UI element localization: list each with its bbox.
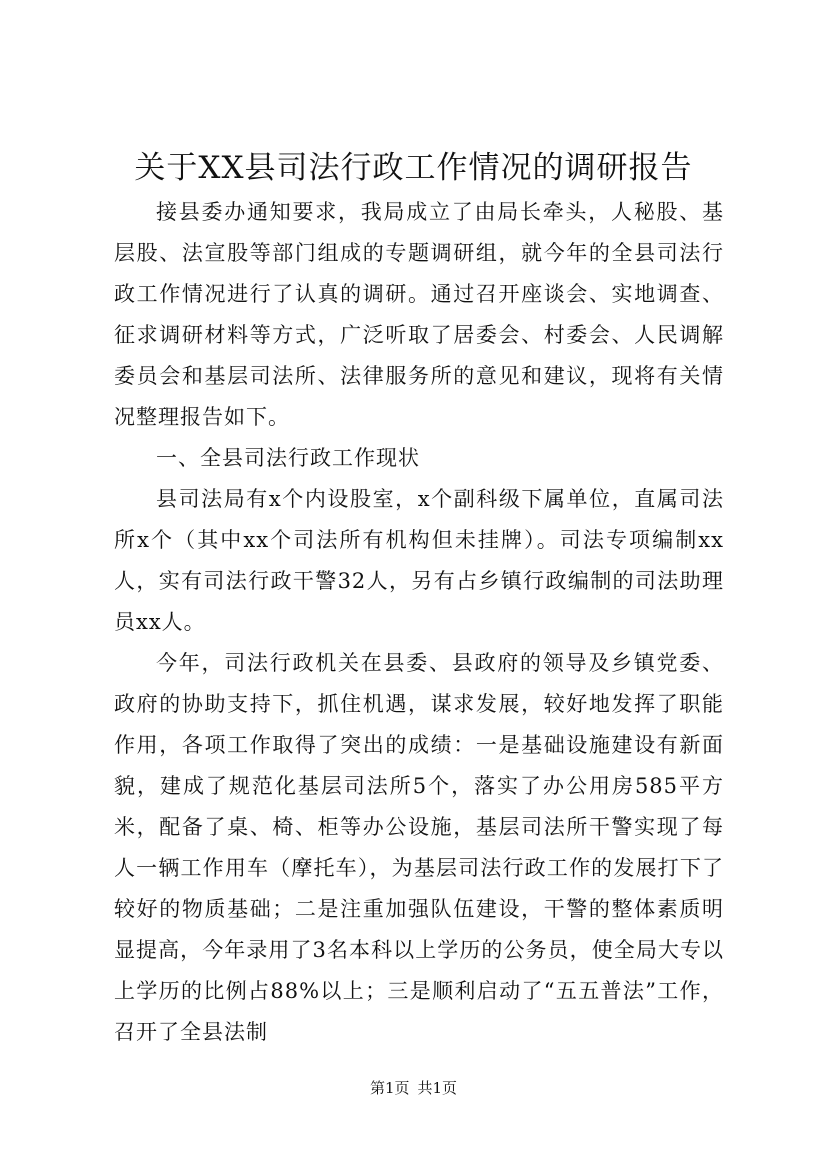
page-number: 第1页 bbox=[369, 1079, 410, 1097]
page-footer bbox=[0, 1078, 827, 1098]
paragraph-achievements: 今年，司法行政机关在县委、县政府的领导及乡镇党委、政府的协助支持下，抓住机遇，谋求发展，较好地发挥了职能作用，各项工作取得了突出的成绩：一是基础设施建设有新面貌，建成了规范化基层司法所5个，落实了办公用房585平方米，配备了桌、椅、柜等办公设施，基层司法所干警实现了每人一辆工作用车（摩托车），为基层司法行政工作的发展打下了较好的物质基础；二是注重加强队伍建设，干警的整体素质明显提高，今年录用了3名本科以上学历的公务员，使全局大专以上学历的比例占88%以上；三是顺利启动了“五五普法”工作，召开了全县法制 bbox=[114, 651, 724, 1044]
document-body bbox=[114, 192, 724, 1053]
paragraph-staffing: 县司法局有x个内设股室，x个副科级下属单位，直属司法所x个（其中xx个司法所有机构但未挂牌）。司法专项编制xx人，实有司法行政干警32人，另有占乡镇行政编制的司法助理员xx人。 bbox=[114, 487, 724, 634]
section-heading: 一、全县司法行政工作现状 bbox=[156, 446, 420, 470]
document-title: 关于XX县司法行政工作情况的调研报告 bbox=[134, 150, 693, 186]
paragraph-intro: 接县委办通知要求，我局成立了由局长牵头，人秘股、基层股、法宣股等部门组成的专题调研组，就今年的全县司法行政工作情况进行了认真的调研。通过召开座谈会、实地调查、征求调研材料等方式，广泛听取了居委会、村委会、人民调解委员会和基层司法所、法律服务所的意见和建议，现将有关情况整理报告如下。 bbox=[114, 200, 724, 429]
page-total: 共1页 bbox=[417, 1079, 458, 1097]
